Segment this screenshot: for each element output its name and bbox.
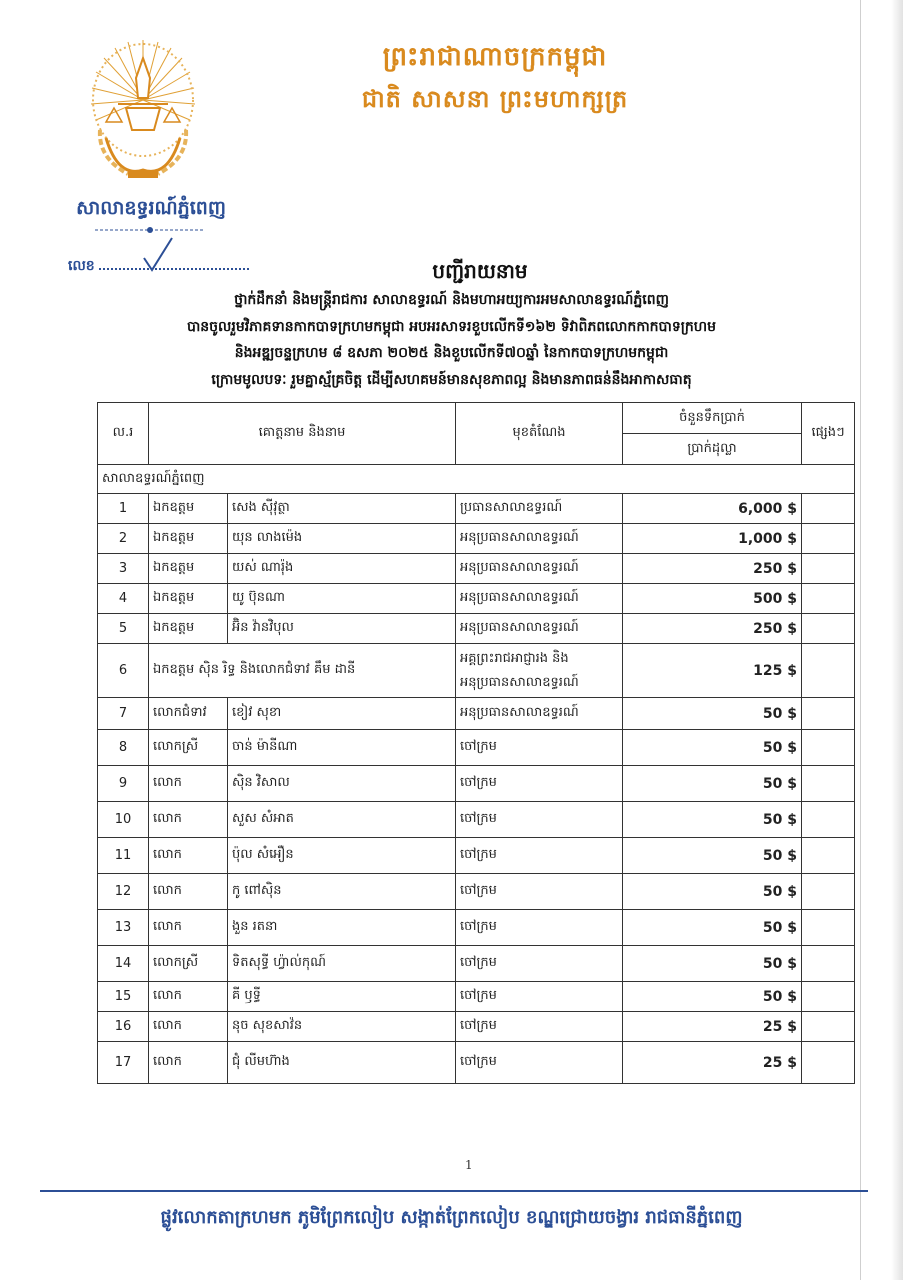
row-name: យស់ ណារ៉ុង: [228, 554, 456, 584]
row-other: [802, 494, 855, 524]
row-title: ឯកឧត្តម: [149, 494, 228, 524]
row-amount: 50 $: [623, 874, 802, 910]
row-amount: 6,000 $: [623, 494, 802, 524]
table-row: [98, 730, 855, 766]
table-row: [98, 494, 855, 524]
row-number: 12: [98, 874, 149, 910]
row-other: [802, 1012, 855, 1042]
row-number: 16: [98, 1012, 149, 1042]
court-name: សាលាឧទ្ធរណ៍ភ្នំពេញ: [76, 197, 226, 219]
table-row: [98, 644, 855, 698]
table-row: [98, 910, 855, 946]
row-amount: 500 $: [623, 584, 802, 614]
row-title: លោក: [149, 1012, 228, 1042]
row-position: អនុប្រធានសាលាឧទ្ធរណ៍: [456, 524, 623, 554]
row-name: ចាន់ ម៉ានីណា: [228, 730, 456, 766]
header-name: គោត្តនាម និងនាម: [149, 403, 456, 465]
row-other: [802, 554, 855, 584]
section-label: សាលាឧទ្ធរណ៍ភ្នំពេញ: [98, 465, 855, 494]
row-other: [802, 584, 855, 614]
row-position: ចៅក្រម: [456, 802, 623, 838]
row-amount: 50 $: [623, 838, 802, 874]
page-edge-line: [860, 0, 861, 1280]
row-name: ទិតសុទ្ធី ហ្វ៉ាល់កុណ៍: [228, 946, 456, 982]
row-number: 8: [98, 730, 149, 766]
header-amount-unit: ប្រាក់ដុល្លា: [623, 434, 802, 465]
table-row: [98, 982, 855, 1012]
document-title: បញ្ជីរាយនាម: [432, 259, 528, 283]
row-number: 10: [98, 802, 149, 838]
row-other: [802, 838, 855, 874]
table-row: [98, 766, 855, 802]
subtitle-line: បានចូលរួមវិភាគទានកាកបាទក្រហមកម្ពុជា អបអរសាទរខួបលើកទី១៦២ ទិវាពិភពលោកកាកបាទក្រហម: [186, 319, 717, 335]
donor-table-container: [97, 402, 855, 1084]
subtitle-line: ក្រោមមូលបទៈ រួមគ្នាស្ម័គ្រចិត្ត ដើម្បីសហគមន៍មានសុខភាពល្អ និងមានភាពធន់នឹងអាកាសធាតុ: [211, 372, 692, 388]
row-title: ឯកឧត្តម: [149, 584, 228, 614]
table-row: [98, 874, 855, 910]
row-position: ចៅក្រម: [456, 1012, 623, 1042]
reference-label: លេខ: [68, 258, 95, 274]
row-number: 13: [98, 910, 149, 946]
row-amount: 250 $: [623, 554, 802, 584]
row-other: [802, 874, 855, 910]
row-number: 6: [98, 644, 149, 698]
row-title: លោកស្រី: [149, 946, 228, 982]
row-title: ឯកឧត្តម: [149, 614, 228, 644]
row-other: [802, 614, 855, 644]
row-other: [802, 524, 855, 554]
row-title-name: ឯកឧត្តម ស៊ិន រិទ្ធ និងលោកជំទាវ គឹម ដានី: [149, 644, 456, 698]
row-title: លោក: [149, 910, 228, 946]
row-amount: 125 $: [623, 644, 802, 698]
row-name: នុច សុខសាវ៉ន: [228, 1012, 456, 1042]
national-motto: ជាតិ សាសនា ព្រះមហាក្សត្រ: [361, 85, 629, 113]
row-position: ចៅក្រម: [456, 874, 623, 910]
row-number: 17: [98, 1042, 149, 1084]
row-amount: 50 $: [623, 946, 802, 982]
row-name: គី ឫទ្ធី: [228, 982, 456, 1012]
table-row: [98, 524, 855, 554]
row-number: 14: [98, 946, 149, 982]
row-position: អគ្គព្រះរាជអាជ្ញារង និង អនុប្រធានសាលាឧទ្ធរណ៍: [456, 644, 623, 698]
row-amount: 250 $: [623, 614, 802, 644]
table-row: [98, 584, 855, 614]
row-position: ចៅក្រម: [456, 946, 623, 982]
row-other: [802, 698, 855, 730]
row-number: 15: [98, 982, 149, 1012]
table-row: [98, 554, 855, 584]
row-position: ចៅក្រម: [456, 730, 623, 766]
row-position: ចៅក្រម: [456, 766, 623, 802]
row-amount: 50 $: [623, 698, 802, 730]
row-name: យូ ប៊ុនណា: [228, 584, 456, 614]
row-number: 7: [98, 698, 149, 730]
header-position: មុខតំណែង: [456, 403, 623, 465]
checkmark-icon: [140, 236, 174, 272]
row-position: ចៅក្រម: [456, 838, 623, 874]
row-number: 9: [98, 766, 149, 802]
row-other: [802, 766, 855, 802]
row-other: [802, 1042, 855, 1084]
subtitle-line: ថ្នាក់ដឹកនាំ និងមន្ត្រីរាជការ សាលាឧទ្ធរណ៍ និងមហាអយ្យការអមសាលាឧទ្ធរណ៍ភ្នំពេញ: [234, 292, 669, 308]
row-title: ឯកឧត្តម: [149, 524, 228, 554]
row-amount: 50 $: [623, 802, 802, 838]
header-amount: ចំនួនទឹកប្រាក់: [623, 403, 802, 434]
row-number: 5: [98, 614, 149, 644]
row-other: [802, 644, 855, 698]
table-row: [98, 1012, 855, 1042]
row-amount: 50 $: [623, 766, 802, 802]
donor-table: [97, 402, 855, 1084]
row-position: អនុប្រធានសាលាឧទ្ធរណ៍: [456, 698, 623, 730]
row-title: លោក: [149, 766, 228, 802]
row-amount: 50 $: [623, 910, 802, 946]
table-row: [98, 698, 855, 730]
row-other: [802, 946, 855, 982]
row-other: [802, 910, 855, 946]
header-other: ផ្សេងៗ: [802, 403, 855, 465]
row-number: 11: [98, 838, 149, 874]
row-amount: 25 $: [623, 1012, 802, 1042]
table-row: [98, 614, 855, 644]
row-name: យុន លាងម៉េង: [228, 524, 456, 554]
table-row: [98, 1042, 855, 1084]
row-number: 1: [98, 494, 149, 524]
header-no: ល.រ: [98, 403, 149, 465]
row-name: ខៀវ សុខា: [228, 698, 456, 730]
row-name: សេង ស៊ីវុត្ថា: [228, 494, 456, 524]
row-position: ប្រធានសាលាឧទ្ធរណ៍: [456, 494, 623, 524]
row-title: ឯកឧត្តម: [149, 554, 228, 584]
section-row: [98, 465, 855, 494]
row-name: ប៉ុល សំអឿន: [228, 838, 456, 874]
row-name: ជុំ លីមហ៊ាង: [228, 1042, 456, 1084]
row-name: អ៊ិន វ៉ានវិបុល: [228, 614, 456, 644]
row-title: លោកស្រី: [149, 730, 228, 766]
court-emblem-icon: [88, 38, 198, 188]
row-amount: 25 $: [623, 1042, 802, 1084]
row-title: លោក: [149, 838, 228, 874]
row-other: [802, 982, 855, 1012]
page-number: 1: [465, 1158, 473, 1172]
row-position: អនុប្រធានសាលាឧទ្ធរណ៍: [456, 554, 623, 584]
row-amount: 1,000 $: [623, 524, 802, 554]
row-title: លោក: [149, 1042, 228, 1084]
kingdom-heading: ព្រះរាជាណាចក្រកម្ពុជា: [382, 42, 608, 72]
table-header-row: [98, 403, 855, 434]
row-amount: 50 $: [623, 982, 802, 1012]
row-number: 4: [98, 584, 149, 614]
footer-divider: [40, 1190, 868, 1192]
row-title: លោកជំទាវ: [149, 698, 228, 730]
row-position: អនុប្រធានសាលាឧទ្ធរណ៍: [456, 584, 623, 614]
row-position: ចៅក្រម: [456, 982, 623, 1012]
row-title: លោក: [149, 802, 228, 838]
page-edge-shadow: [891, 0, 903, 1280]
row-amount: 50 $: [623, 730, 802, 766]
row-title: លោក: [149, 982, 228, 1012]
row-other: [802, 730, 855, 766]
row-name: កូ ពៅស៊ិន: [228, 874, 456, 910]
ornament-divider: [95, 226, 205, 234]
row-name: ងួន រតនា: [228, 910, 456, 946]
footer-address: ផ្លូវលោកតាក្រហមក ភូមិព្រែកលៀប សង្កាត់ព្រែកលៀប ខណ្ឌជ្រោយចង្វារ រាជធានីភ្នំពេញ: [160, 1207, 743, 1228]
row-other: [802, 802, 855, 838]
table-row: [98, 838, 855, 874]
table-row: [98, 946, 855, 982]
row-number: 3: [98, 554, 149, 584]
row-name: សួស សំអាត: [228, 802, 456, 838]
subtitle-line: និងអឌ្ឍចន្ទក្រហម ៨ ឧសភា ២០២៥ និងខួបលើកទី៧០ឆ្នាំ នៃកាកបាទក្រហមកម្ពុជា: [234, 345, 669, 361]
row-position: ចៅក្រម: [456, 910, 623, 946]
row-position: អនុប្រធានសាលាឧទ្ធរណ៍: [456, 614, 623, 644]
table-row: [98, 802, 855, 838]
row-title: លោក: [149, 874, 228, 910]
row-number: 2: [98, 524, 149, 554]
row-name: ស៊ិន វិសាល: [228, 766, 456, 802]
row-position: ចៅក្រម: [456, 1042, 623, 1084]
table-body: [98, 465, 855, 1084]
